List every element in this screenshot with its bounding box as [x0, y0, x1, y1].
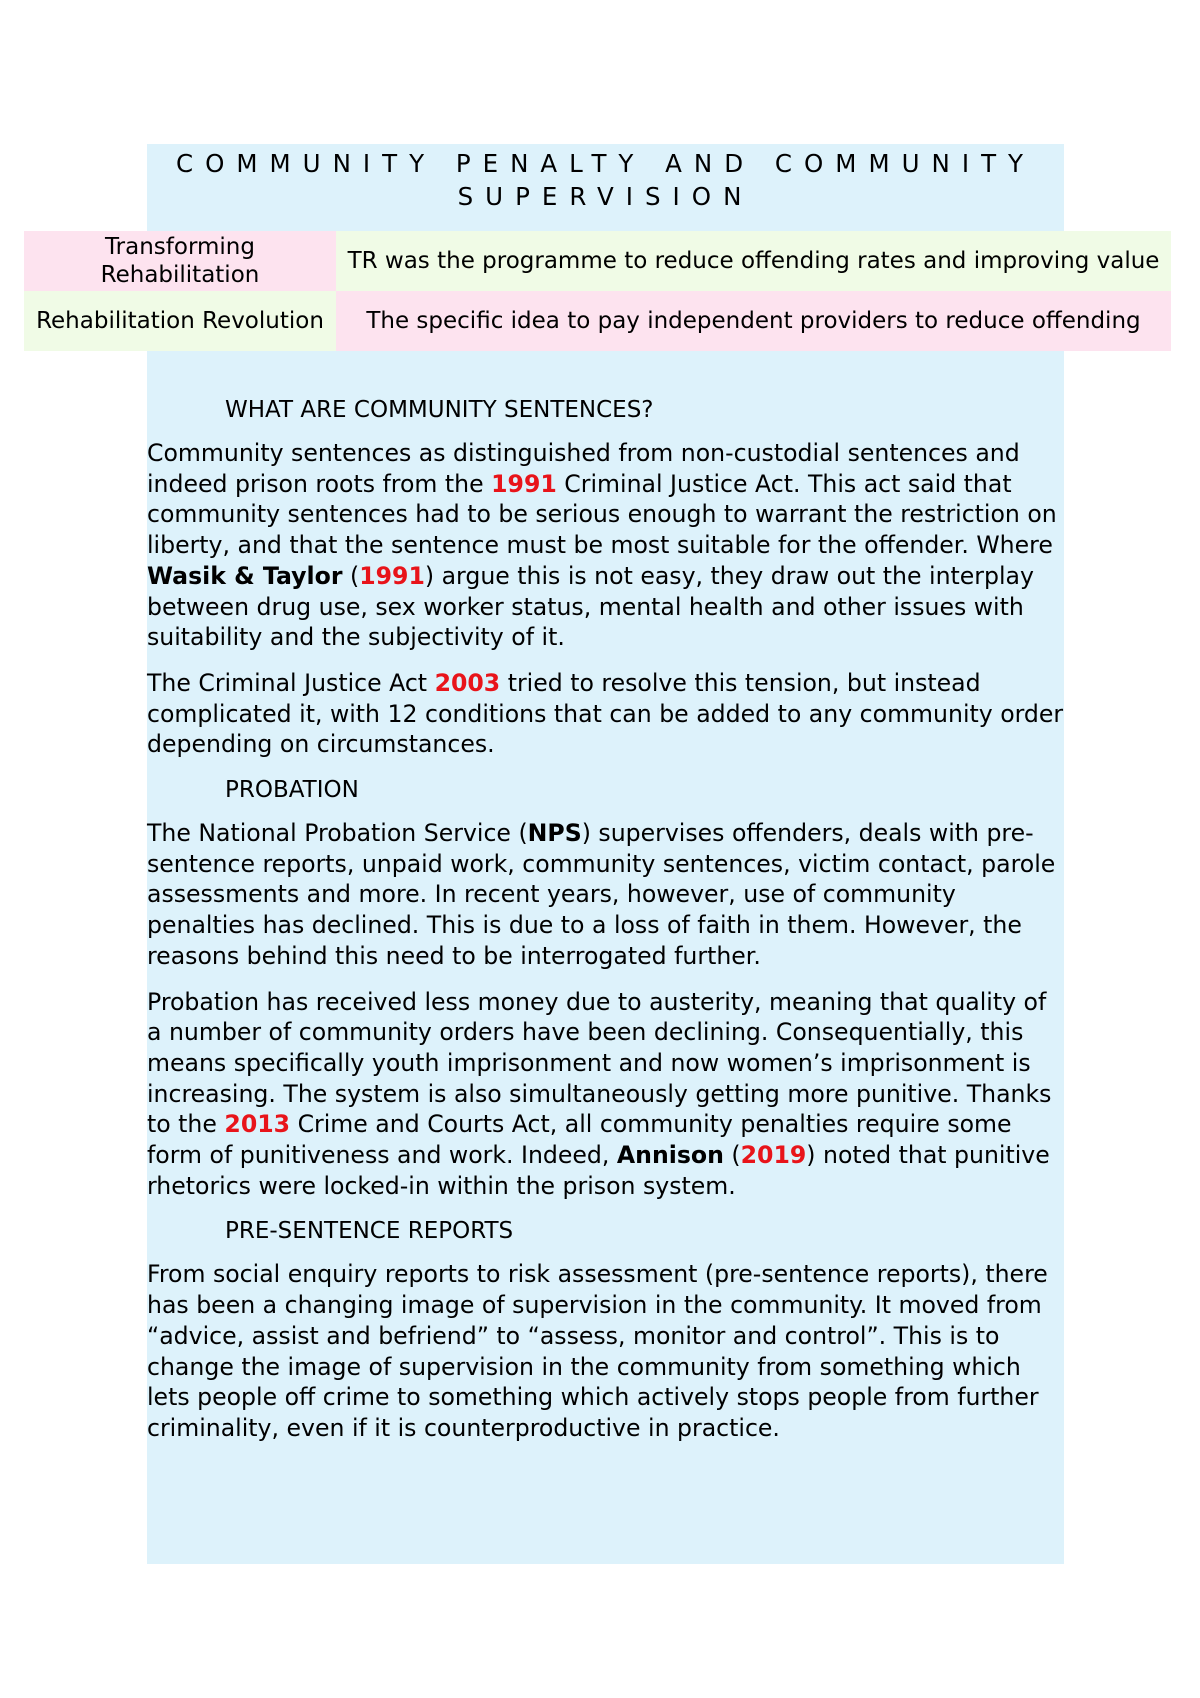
text-run: ) argue this is not easy, they draw out the interplay between drug use, sex worker status, mental health and other issues with suitability and the subjectivity of it. [147, 561, 1034, 652]
paragraph-4 [147, 987, 1064, 1202]
definition-text: TR was the programme to reduce offending rates and improving value [336, 231, 1171, 291]
text-run: ) noted that punitive rhetorics were locked-in within the prison system. [147, 1141, 1050, 1200]
document-body [147, 395, 1064, 1459]
paragraph-5: From social enquiry reports to risk assessment (pre-sentence reports), there has been a changing image of supervision in the community. It moved from “advice, assist and befriend” to “assess, monitor and control”. This is to change the image of supervision in the community from something which lets people off crime to something which actively stops people from further criminality, even if it is counterproductive in practice. [147, 1260, 1048, 1442]
text-run: tried to resolve this tension, but instead complicated it, with 12 conditions that can be added to any community order depending on circumstances. [147, 668, 1064, 759]
text-run: The Criminal Justice Act [147, 668, 435, 697]
text-run: Community sentences as distinguished from non-custodial sentences and indeed prison roots from the [147, 439, 1020, 498]
year-highlight: 1991 [359, 561, 425, 590]
section-heading-pre-sentence-reports: PRE-SENTENCE REPORTS [225, 1218, 514, 1245]
year-highlight: 2003 [434, 668, 501, 697]
section-heading-probation: PROBATION [225, 777, 359, 804]
text-run: The National Probation Service ( [147, 819, 528, 848]
definition-row [24, 291, 1171, 351]
definition-text: The specific idea to pay independent providers to reduce offending [336, 291, 1171, 351]
text-run: ( [342, 561, 360, 590]
text-run: Probation has received less money due to austerity, meaning that quality of a number of community orders have been declining. Consequentially, this means specifically youth imprisonment and now women’s imprisonment is increasing. The system is also simultaneously getting more punitive. Thanks to the [147, 987, 1052, 1139]
definitions-table [24, 231, 1171, 351]
year-highlight: 2019 [740, 1141, 807, 1170]
text-run: Crime and Courts Act, all community penalties require some form of punitiveness and work. Indeed, [147, 1110, 1012, 1170]
paragraph-3 [147, 818, 1064, 972]
document-title: COMMUNITY PENALTY AND COMMUNITY SUPERVISION [175, 149, 1036, 211]
paragraph-2 [147, 668, 1064, 760]
year-highlight: 2013 [224, 1110, 291, 1139]
author-name: Wasik & Taylor [147, 561, 343, 590]
section-heading-community-sentences: WHAT ARE COMMUNITY SENTENCES? [225, 397, 654, 423]
author-name: Annison [616, 1141, 724, 1170]
year-highlight: 1991 [491, 469, 557, 498]
text-run: Criminal Justice Act. This act said that community sentences had to be serious enough to warrant the restriction on liberty, and that the sentence must be most suitable for the offender. Where [147, 469, 1057, 560]
abbreviation: NPS [527, 819, 582, 848]
text-run: ) supervises offenders, deals with pre-sentence reports, unpaid work, community sentences, victim contact, parole assessments and more. In recent years, however, use of community penalties has declined. This is due to a loss of faith in them. However, the reasons behind this need to be interrogated further. [147, 819, 1056, 970]
definition-term: Transforming Rehabilitation [24, 231, 336, 291]
text-run: ( [723, 1141, 741, 1170]
definition-term: Rehabilitation Revolution [24, 291, 336, 351]
paragraph-1 [147, 438, 1064, 653]
definition-row [24, 231, 1171, 291]
